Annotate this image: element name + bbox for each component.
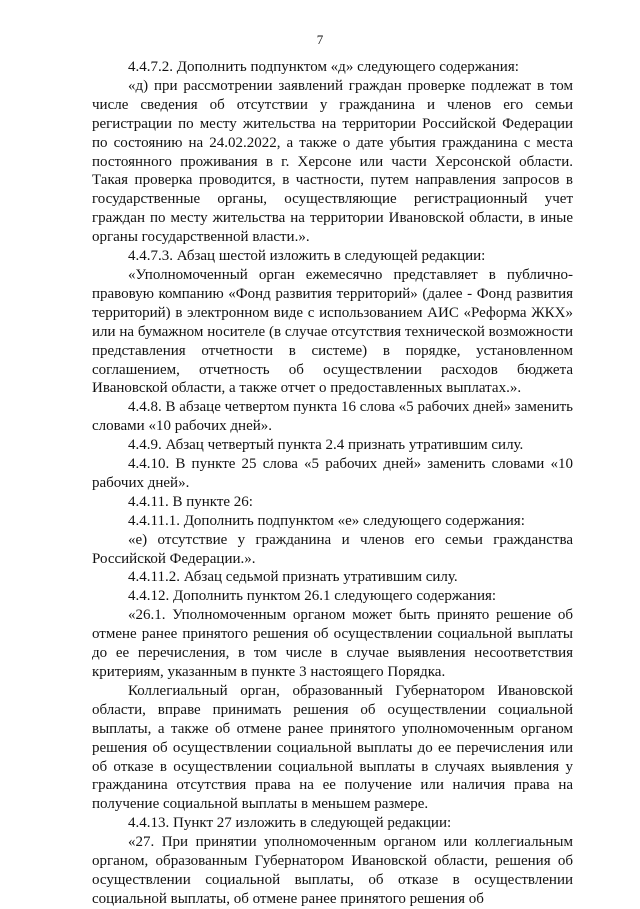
paragraph-item-27: «27. При принятии уполномоченным органом или коллегиальным органом, образованным Губернатором Ивановской области, решения об осуществлении социальной выплаты, об отказе в осуществлении социальной выплаты, об отмене ранее принятого решения об <box>92 834 573 907</box>
paragraph-collegial-body: Коллегиальный орган, образованный Губернатором Ивановской области, вправе принимать решения об осуществлении социальной выплаты, а также об отмене ранее принятого уполномоченным органом решения об осуществлении социальной выплаты до ее перечисления или об отказе в осуществлении социальной выплаты в случаях выявления у гражданина отсутствия права на ее получение или наличия права на получение социальной выплаты в меньшем размере. <box>92 682 573 813</box>
paragraph-subitem-d: «д) при рассмотрении заявлений граждан проверке подлежат в том числе сведения об отсутствии у гражданина и членов его семьи регистрации по месту жительства на территории Российской Федерации по состоянию на 24.02.2022, а также о дате убытия гражданина с места постоянного проживания в г. Херсоне или части Херсонской области. Такая проверка проводится, в частности, путем направления запросов в государственные органы, осуществляющие регистрационный учет граждан по месту жительства на территории Ивановской области, в иные органы государственной власти.». <box>92 77 573 246</box>
paragraph-subitem-e: «е) отсутствие у гражданина и членов его семьи гражданства Российской Федерации.». <box>92 531 573 567</box>
page-number: 7 <box>316 32 324 47</box>
paragraph-4-4-7-2: 4.4.7.2. Дополнить подпунктом «д» следующего содержания: <box>128 59 519 75</box>
paragraph-4-4-11: 4.4.11. В пункте 26: <box>128 493 253 510</box>
document-body <box>92 58 573 909</box>
paragraph-item-26-1: «26.1. Уполномоченным органом может быть принято решение об отмене ранее принятого решения об осуществлении социальной выплаты до ее перечисления, в том числе в случае выявления несоответствия критериям, указанным в пункте 3 настоящего Порядка. <box>92 607 573 680</box>
paragraph-4-4-12: 4.4.12. Дополнить пунктом 26.1 следующего содержания: <box>128 588 497 605</box>
paragraph-4-4-7-3: 4.4.7.3. Абзац шестой изложить в следующей редакции: <box>128 248 486 265</box>
paragraph-4-4-9: 4.4.9. Абзац четвертый пункта 2.4 признать утратившим силу. <box>128 437 524 454</box>
paragraph-4-4-13: 4.4.13. Пункт 27 изложить в следующей редакции: <box>128 815 452 832</box>
paragraph-4-4-11-2: 4.4.11.2. Абзац седьмой признать утратившим силу. <box>128 569 458 586</box>
paragraph-4-4-8: 4.4.8. В абзаце четвертом пункта 16 слова «5 рабочих дней» заменить словами «10 рабочих дней». <box>92 399 573 435</box>
paragraph-reporting: «Уполномоченный орган ежемесячно представляет в публично-правовую компанию «Фонд развития территорий» (далее - Фонд развития территорий) в электронном виде с использованием АИС «Реформа ЖКХ» или на бумажном носителе (в случае отсутствия технической возможности представления отчетности в системе) в порядке, установленном соглашением, отчетность об осуществлении расходов бюджета Ивановской области, а также отчет о предоставленных выплатах.». <box>92 266 573 397</box>
paragraph-4-4-10: 4.4.10. В пункте 25 слова «5 рабочих дней» заменить словами «10 рабочих дней». <box>92 456 573 491</box>
paragraph-4-4-11-1: 4.4.11.1. Дополнить подпунктом «е» следующего содержания: <box>128 512 525 529</box>
